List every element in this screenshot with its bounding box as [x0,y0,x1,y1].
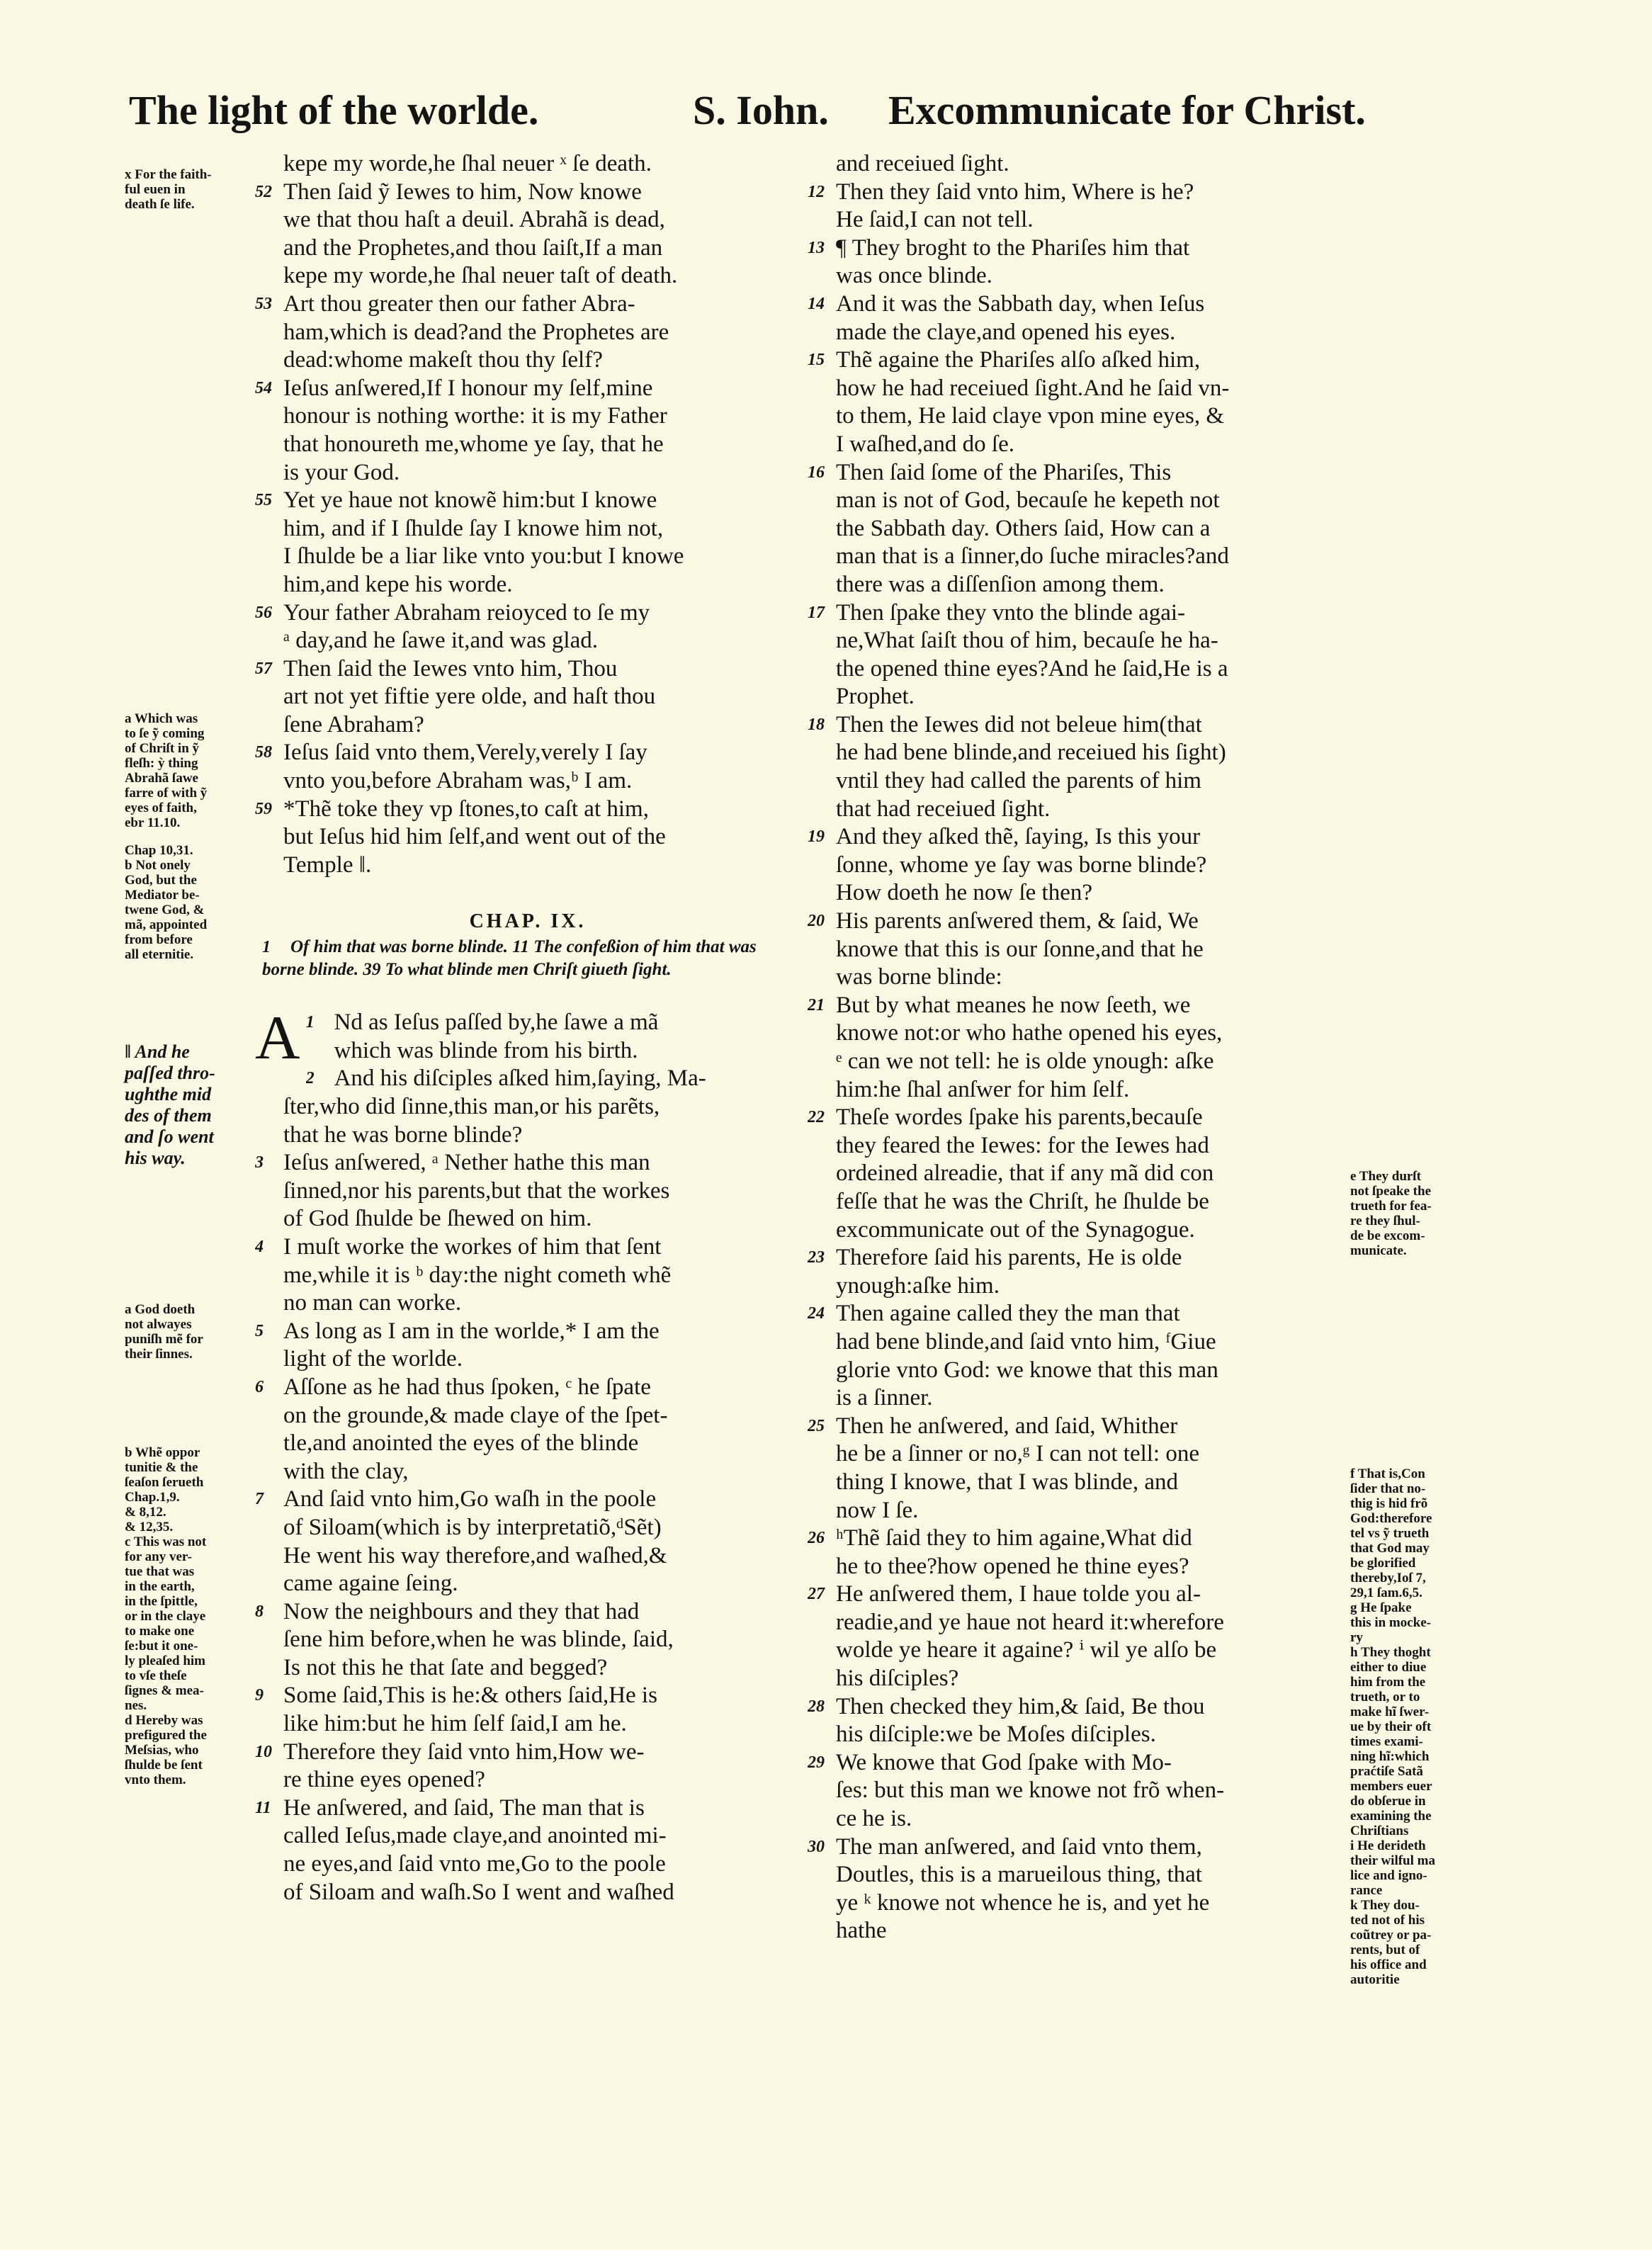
verse-text: they feared the Iewes: for the Iewes had [836,1132,1209,1158]
left-column-line [255,234,800,263]
verse-text: man is not of God, becauſe he kepeth not [836,487,1220,514]
right-column-line [808,1413,1346,1441]
right-text-column [808,150,1346,1945]
verse-number: 29 [808,1753,825,1772]
verse-number: 6 [255,1377,264,1396]
left-column-b-line [255,1345,800,1374]
left-column-b-line [255,1318,800,1346]
left-column-line [255,571,800,599]
verse-text: there was a diſſenſion among them. [836,571,1165,597]
verse-number: 30 [808,1837,825,1856]
left-column-b-line [255,1822,800,1850]
verse-text: I ſhulde be a liar like vnto you:but I knowe [283,543,684,570]
verse-number: 10 [255,1742,272,1761]
right-column-line [808,1019,1346,1048]
summary-text: Of him that was borne blinde. 11 The confeßion of him that was borne blinde. 39 To what blinde men Chriſt giueth ſight. [262,937,757,979]
left-column-line [255,402,800,431]
left-column-b-line [255,1598,800,1627]
right-column-line [808,543,1346,571]
verse-number: 23 [808,1248,825,1267]
verse-text: that had receiued ſight. [836,796,1051,822]
verse-text: is a ſinner. [836,1385,933,1411]
right-column-line [808,1636,1346,1665]
right-column-line [808,487,1346,515]
verse-text: Nd as Ieſus paſſed by,he ſawe a mã [334,1010,659,1036]
verse-text: ye ᵏ knowe not whence he is, and yet he [836,1889,1210,1916]
verse-text: to them, He laid claye vpon mine eyes, & [836,403,1225,429]
verse-text: tle,and anointed the eyes of the blinde [283,1430,639,1457]
left-column-b-line [255,1177,800,1206]
right-column-line [808,1721,1346,1749]
verse-text: vntil they had called the parents of him [836,768,1201,794]
verse-text: Then they ſaid vnto him, Where is he? [836,179,1194,205]
verse-text: the opened thine eyes?And he ſaid,He is a [836,655,1228,682]
right-column-line [808,1132,1346,1160]
right-column-line [808,150,1346,179]
margin-note-a1: a Which was to ſe ỹ coming of Chriſt in ỹ fleſh: ỳ thing Abrahã ſawe farre of with ỹ eyes of faith, ebr 11.10. [125,711,208,830]
verse-text: and the Prophetes,and thou ſaiſt,If a man [283,234,663,261]
right-column-line [808,683,1346,711]
left-column-line [255,711,800,740]
verse-number: 3 [255,1153,264,1172]
verse-text: ham,which is dead?and the Prophetes are [283,319,669,345]
verse-text: of Siloam and waſh.So I went and waſhed [283,1879,674,1905]
verse-number: 15 [808,351,825,370]
margin-note-b2: b Whẽ oppor tunitie & the ſeaſon ſerueth Chap.1,9. & 8,12. & 12,35. c This was not for any ver- tue that was in the earth, in the ſpittle, or in the claye to make one ſe:but it one- ly pleaſed him to vſe theſe ſignes & mea- nes. d Hereby was prefigured the Meſsias, who ſhulde be ſent vnto them. [125,1445,207,1787]
left-column-b-line [255,1850,800,1879]
summary-verse-number: 1 [262,937,271,956]
verse-number: 17 [808,603,825,622]
left-column-line [255,627,800,655]
margin-note-chap-10-31: Chap 10,31. b Not onely God, but the Mediator be- twene God, & mã, appointed from before all eternitie. [125,843,208,962]
verse-number: 2 [305,1069,315,1088]
verse-text: ynough:aſke him. [836,1272,1000,1299]
left-column-line [255,823,800,852]
verse-text: But by what meanes he now ſeeth, we [836,992,1191,1018]
verse-text: Then ſpake they vnto the blinde agai- [836,599,1186,626]
verse-text: knowe not:or who hathe opened his eyes, [836,1020,1223,1046]
verse-text: him:he ſhal anſwer for him ſelf. [836,1076,1130,1102]
right-column-line [808,655,1346,684]
left-column-line [255,346,800,375]
verse-text: that he was borne blinde? [283,1121,523,1148]
verse-text: was once blinde. [836,263,992,289]
verse-text: he had bene blinde,and receiued his ſight) [836,740,1226,766]
margin-note-x: x For the faith- ful euen in death ſe life. [125,167,212,212]
left-column-line [255,767,800,796]
right-column-line [808,1272,1346,1301]
verse-text: Some ſaid,This is he:& others ſaid,He is [283,1683,657,1709]
left-column-b-line [255,1262,800,1290]
left-column-b-line [306,1065,800,1093]
verse-text: vnto you,before Abraham was,ᵇ I am. [283,768,633,794]
right-column-line [808,796,1346,824]
verse-text: Doutles, this is a marueilous thing, that [836,1862,1202,1888]
verse-text: re thine eyes opened? [283,1767,485,1793]
left-column-b-line [255,1205,800,1233]
right-column-line [808,1889,1346,1918]
left-column-b-line [255,1710,800,1739]
verse-text: called Ieſus,made claye,and anointed mi- [283,1823,667,1849]
right-column-line [808,936,1346,964]
left-column-b-line [255,1879,800,1907]
verse-text: feſſe that he was the Chriſt, he ſhulde be [836,1188,1209,1214]
verse-text: he to thee?how opened he thine eyes? [836,1553,1189,1579]
verse-number: 16 [808,463,825,482]
verse-text: knowe that this is our ſonne,and that he [836,936,1204,962]
verse-number: 5 [255,1321,264,1340]
chapter-summary [255,936,800,981]
verse-text: Ieſus ſaid vnto them,Verely,verely I ſay [283,740,647,766]
verse-text: Art thou greater then our father Abra- [283,290,635,317]
left-column-line [255,206,800,234]
verse-text: of God ſhulde be ſhewed on him. [283,1206,592,1232]
verse-number: 8 [255,1602,264,1621]
verse-text: He anſwered, and ſaid, The man that is [283,1794,645,1821]
verse-text: Theſe wordes ſpake his parents,becauſe [836,1104,1203,1131]
verse-text: Therefore they ſaid vnto him,How we- [283,1739,645,1765]
left-column-b-line [255,1289,800,1318]
verse-text: We knowe that God ſpake with Mo- [836,1749,1172,1775]
verse-text: kepe my worde,he ſhal neuer taſt of death. [283,263,678,289]
left-column-b-line [255,1458,800,1486]
verse-text: him,and kepe his worde. [283,571,513,597]
verse-number: 27 [808,1585,825,1604]
verse-number: 59 [255,799,272,818]
verse-text: came againe ſeing. [283,1571,458,1597]
verse-text: honour is nothing worthe: it is my Father [283,403,667,429]
verse-text: I waſhed,and do ſe. [836,431,1014,457]
verse-text: glorie vnto God: we knowe that this man [836,1357,1218,1383]
verse-text: Therefore ſaid his parents, He is olde [836,1245,1182,1271]
verse-text: how he had receiued ſight.And he ſaid vn- [836,375,1230,401]
verse-text: Aſſone as he had thus ſpoken, ᶜ he ſpate [283,1374,651,1400]
left-column-line [255,515,800,543]
right-column-line [808,1076,1346,1104]
right-column-line [808,1749,1346,1777]
verse-number: 25 [808,1416,825,1435]
right-column-line [808,1160,1346,1188]
left-column-b-line [255,1514,800,1542]
right-column-line [808,823,1346,852]
verse-text: ce he is. [836,1806,912,1832]
verse-number: 19 [808,827,825,847]
right-column-line [808,1188,1346,1216]
right-column-line [808,262,1346,290]
verse-number: 20 [808,912,825,931]
verse-text: Ieſus anſwered,If I honour my ſelf,mine [283,375,653,401]
right-column-line [808,1440,1346,1469]
verse-text: His parents anſwered them, & ſaid, We [836,908,1199,934]
verse-text: me,while it is ᵇ day:the night cometh whẽ [283,1262,672,1288]
right-column-line [808,908,1346,936]
right-column-line [808,515,1346,543]
verse-text: ſonne, whome ye ſay was borne blinde? [836,852,1207,878]
right-column-line [808,1048,1346,1076]
right-column-line [808,375,1346,403]
left-column-line [255,431,800,459]
left-column-line [255,262,800,290]
verse-text: Then ſaid ỹ Iewes to him, Now knowe [283,179,642,205]
verse-text: he be a ſinner or no,ᵍ I can not tell: one [836,1441,1199,1467]
left-column-line [255,796,800,824]
left-column-b-line [255,1374,800,1402]
verse-text: and receiued ſight. [836,151,1009,176]
verse-number: 57 [255,659,272,678]
right-column-line [808,767,1346,796]
verse-number: 58 [255,743,272,762]
verse-text: Now the neighbours and they that had [283,1598,640,1624]
verse-text: ᵃ day,and he ſawe it,and was glad. [283,628,598,654]
verse-text: The man anſwered, and ſaid vnto them, [836,1833,1202,1860]
running-head-left: The light of the worlde. [129,87,539,133]
verse-text: hathe [836,1918,887,1944]
left-column-b-line [255,1486,800,1514]
right-column-line [808,1357,1346,1385]
verse-number: 54 [255,378,272,397]
drop-cap: A [255,1004,300,1073]
right-column-line [808,402,1346,431]
left-column-b-line [255,1682,800,1710]
verse-text: He ſaid,I can not tell. [836,207,1034,233]
chapter-heading: CHAP. IX. [469,910,587,933]
verse-text: we that thou haſt a deuil. Abrahã is dead, [283,207,665,233]
verse-text: He anſwered them, I haue tolde you al- [836,1581,1201,1607]
verse-text: Is not this he that ſate and begged? [283,1654,608,1680]
verse-text: wolde ye heare it againe? ⁱ wil ye alſo be [836,1637,1217,1663]
verse-text: ſes: but this man we knowe not frõ when- [836,1777,1225,1804]
verse-text: which was blinde from his birth. [334,1037,638,1063]
verse-text: like him:but he him ſelf ſaid,I am he. [283,1711,627,1737]
left-column-b-line [255,1542,800,1571]
right-column-line [808,1497,1346,1525]
verse-text: ſter,who did ſinne,this man,or his parẽts, [283,1094,660,1119]
right-column-line [808,1833,1346,1862]
right-column-line [808,571,1346,599]
verse-text: man that is a ſinner,do ſuche miracles?and [836,543,1229,570]
right-column-line [808,711,1346,740]
right-column-line [808,1805,1346,1833]
verse-text: excommunicate out of the Synagogue. [836,1216,1195,1243]
verse-text: Thẽ againe the Phariſes alſo aſked him, [836,347,1201,373]
verse-text: *Thẽ toke they vp ſtones,to caſt at him, [283,796,649,822]
verse-number: 12 [808,182,825,201]
verse-text: art not yet fiftie yere olde, and haſt thou [283,684,656,710]
verse-text: no man can worke. [283,1290,462,1316]
verse-number: 11 [255,1798,271,1817]
right-column-line [808,319,1346,347]
margin-note-a2: a God doeth not alwayes puniſh mẽ for their ſinnes. [125,1302,203,1362]
verse-text: that honoureth me,whome ye ſay, that he [283,431,664,457]
verse-text: his diſciples? [836,1666,959,1692]
right-column-line [808,627,1346,655]
verse-number: 21 [808,995,825,1014]
verse-text: As long as I am in the worlde,* I am the [283,1318,660,1344]
verse-text: on the grounde,& made claye of the ſpet- [283,1402,668,1428]
verse-text: And they aſked thẽ, ſaying, Is this your [836,824,1201,850]
left-column-b-line [255,1766,800,1794]
right-column-line [808,1693,1346,1722]
left-column-b-line [255,1430,800,1458]
left-column-b-line [255,1402,800,1430]
verse-text: ne eyes,and ſaid vnto me,Go to the poole [283,1851,666,1877]
verse-number: 9 [255,1686,264,1705]
verse-text: Ieſus anſwered, ᵃ Nether hathe this man [283,1150,650,1176]
right-column-line [808,739,1346,767]
verse-text: dead:whome makeſt thou thy ſelf? [283,347,603,373]
verse-text: ne,What ſaiſt thou of him, becauſe he ha- [836,628,1218,654]
verse-text: made the claye,and opened his eyes. [836,319,1176,345]
left-column-line [255,319,800,347]
margin-note-passed: ‖ And he paſſed thro- ughthe mid des of them and ſo went his way. [125,1041,215,1168]
verse-text: was borne blinde: [836,964,1002,990]
left-column-line [255,852,800,880]
verse-number: 13 [808,238,825,257]
right-column-line [808,1609,1346,1637]
verse-text: ᵉ can we not tell: he is olde ynough: aſke [836,1048,1214,1074]
verse-text: Your father Abraham reioyced to ſe my [283,599,650,626]
verse-text: kepe my worde,he ſhal neuer ˣ ſe death. [283,151,652,176]
verse-number: 1 [305,1013,315,1032]
verse-text: his diſciple:we be Moſes diſciples. [836,1722,1156,1748]
verse-text: with the clay, [283,1458,409,1484]
left-column-line [255,739,800,767]
right-column-line [808,206,1346,234]
right-column-line [808,1104,1346,1132]
verse-text: How doeth he now ſe then? [836,880,1092,906]
left-column-b-line [255,1233,800,1262]
running-head-right: Excommunicate for Christ. [888,87,1366,133]
verse-number: 52 [255,182,272,201]
verse-text: Yet ye haue not knowẽ him:but I knowe [283,487,657,514]
verse-text: Temple ‖. [283,852,372,878]
left-column-line [255,599,800,628]
left-column-line [255,487,800,515]
right-column-line [808,346,1346,375]
verse-text: Then he anſwered, and ſaid, Whither [836,1413,1178,1439]
verse-text: light of the worlde. [283,1346,463,1372]
verse-text: him, and if I ſhulde ſay I knowe him not, [283,515,664,541]
left-column-b-line [255,1794,800,1823]
right-column-line [808,1384,1346,1413]
left-column-line [255,150,800,179]
verse-number: 7 [255,1490,264,1509]
right-column-line [808,179,1346,207]
right-column-line [808,1777,1346,1805]
left-column-b-line [255,1739,800,1767]
verse-text: I muſt worke the workes of him that ſent [283,1233,662,1260]
verse-text: the Sabbath day. Others ſaid, How can a [836,515,1211,541]
left-column-b-line [255,1093,800,1121]
verse-text: Then ſaid ſome of the Phariſes, This [836,459,1172,485]
left-column-b-line [255,1570,800,1598]
left-column-line [255,290,800,319]
verse-text: Then againe called they the man that [836,1301,1180,1327]
verse-number: 26 [808,1529,825,1548]
right-column-line [808,234,1346,263]
verse-text: And it was the Sabbath day, when Ieſus [836,290,1205,317]
left-column-line [255,375,800,403]
verse-number: 4 [255,1237,264,1256]
verse-number: 53 [255,294,272,313]
left-column-line [255,179,800,207]
right-column-line [808,599,1346,628]
verse-text: Prophet. [836,684,915,710]
verse-text: Then ſaid the Iewes vnto him, Thou [283,655,618,682]
margin-note-e: e They durſt not ſpeake the trueth for fea- re they ſhul- de be excom- municate. [1350,1169,1432,1258]
left-column-line [255,655,800,684]
left-column-line [255,683,800,711]
left-column-b-line [255,1121,800,1150]
verse-text: And his diſciples aſked him,ſaying, Ma- [334,1065,706,1092]
verse-number: 14 [808,294,825,313]
verse-text: Then checked they him,& ſaid, Be thou [836,1693,1205,1719]
left-column-b-line [255,1149,800,1177]
verse-text: ſene him before,when he was blinde, ſaid, [283,1627,674,1653]
left-column-b-line [306,1037,800,1065]
right-column-line [808,852,1346,880]
right-column-line [808,1665,1346,1693]
right-column-line [808,1300,1346,1328]
right-column-line [808,290,1346,319]
verse-number: 22 [808,1108,825,1127]
verse-text: And ſaid vnto him,Go waſh in the poole [283,1486,657,1513]
right-column-line [808,1581,1346,1609]
verse-text: He went his way therefore,and waſhed,& [283,1542,667,1568]
verse-text: ſene Abraham? [283,711,424,737]
verse-text: ʰThẽ ſaid they to him againe,What did [836,1525,1192,1551]
right-column-line [808,1861,1346,1889]
left-column-line [255,459,800,487]
verse-number: 55 [255,491,272,510]
verse-text: ¶ They broght to the Phariſes him that [836,234,1190,261]
right-column-line [808,992,1346,1020]
verse-text: readie,and ye haue not heard it:wherefore [836,1609,1224,1635]
verse-text: now I ſe. [836,1497,919,1523]
verse-text: Then the Iewes did not beleue him(that [836,711,1202,737]
running-head-center: S. Iohn. [693,87,829,133]
right-column-line [808,963,1346,992]
margin-note-f: f That is,Con ſider that no- thig is hid frõ God:therefore tel vs ỹ trueth that God may be glorified thereby,Ioſ 7, 29,1 ſam.6,5. g He ſpake this in mocke- ry h They thoght either to diue him from the trueth, or to make hĩ ſwer- ue by their oft times exami- ning hĩ:which praćtiſe Satã members euer do obſerue in examining the Chriſtians i He derideth their wilful ma lice and igno- rance k They dou- ted not of his coũtrey or pa- rents, but of his office and autoritie [1350,1466,1435,1987]
left-column-b-line [255,1654,800,1683]
verse-text: ſinned,nor his parents,but that the workes [283,1177,670,1204]
verse-number: 56 [255,603,272,622]
verse-text: thing I knowe, that I was blinde, and [836,1469,1178,1495]
right-column-line [808,1328,1346,1357]
verse-text: is your God. [283,459,400,485]
right-column-line [808,1216,1346,1245]
verse-text: of Siloam(which is by interpretatiõ,ᵈSẽt) [283,1514,662,1540]
right-column-line [808,1553,1346,1581]
left-text-column [255,150,800,1906]
right-column-line [808,431,1346,459]
verse-text: had bene blinde,and ſaid vnto him, ᶠGiue [836,1328,1216,1355]
right-column-line [808,1525,1346,1553]
verse-number: 18 [808,715,825,734]
right-column-line [808,1244,1346,1272]
left-column-b-line [255,1626,800,1654]
right-column-line [808,1469,1346,1497]
verse-text: ordeined alreadie, that if any mã did con [836,1160,1214,1187]
right-column-line [808,879,1346,908]
verse-number: 28 [808,1697,825,1716]
verse-number: 24 [808,1304,825,1323]
right-column-line [808,459,1346,487]
verse-text: but Ieſus hid him ſelf,and went out of the [283,824,666,850]
right-column-line [808,1917,1346,1945]
left-column-line [255,543,800,571]
